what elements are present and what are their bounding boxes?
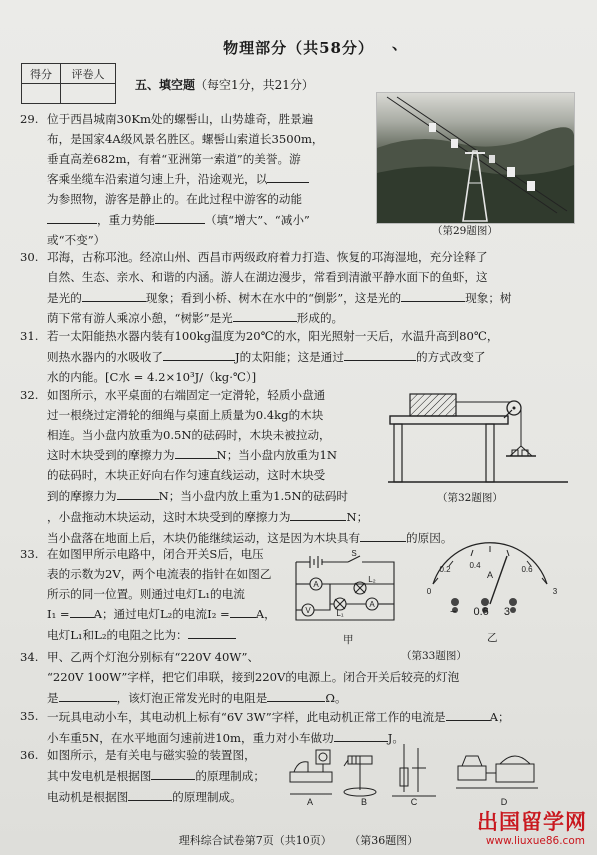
q32-line: 这时木块受到的摩擦力为 xyxy=(47,448,175,463)
question-29 xyxy=(20,110,324,251)
q31-blank-2[interactable] xyxy=(344,347,416,361)
q34-line: 甲、乙两个灯泡分别标有“220V 40W”、 xyxy=(47,650,260,664)
q33-line: A， xyxy=(255,607,276,622)
q33-circuit-diagram xyxy=(290,548,408,628)
footer-text: 理科综合试卷第7页（共10页） xyxy=(178,834,332,847)
q32-line: 的原因。 xyxy=(406,530,453,545)
q31-line: 的方式改变了 xyxy=(415,349,486,364)
q30-line: 荫下常有游人乘凉小憩，“树影”是光 xyxy=(47,311,233,326)
watermark-url: www.liuxue86.com xyxy=(485,835,585,847)
q32-line: 如图所示，水平桌面的右端固定一定滑轮，轻质小盘通 xyxy=(47,388,326,402)
q29-line: 或“不变”） xyxy=(47,232,106,247)
q32-blank-1[interactable] xyxy=(175,445,217,459)
q33-fig-a-label: 甲 xyxy=(343,634,354,646)
q32-line: 相连。当小盘内放重为0.5N的砝码时，木块未被拉动， xyxy=(47,427,331,442)
q32-blank-2[interactable] xyxy=(117,486,159,500)
q30-line: 邛海，古称邛池。经凉山州、西昌市两级政府着力打造、恢复的邛海湿地，充分诠释了 xyxy=(47,250,488,264)
question-30 xyxy=(20,248,512,329)
section-heading xyxy=(135,76,314,93)
q36-blank-1[interactable] xyxy=(151,766,195,780)
page-title xyxy=(0,37,597,58)
q29-line: ，重力势能 xyxy=(97,212,155,227)
svg-text:A: A xyxy=(486,570,494,580)
q30-blank-1[interactable] xyxy=(82,288,146,302)
svg-text:A: A xyxy=(369,600,375,609)
svg-text:0.6: 0.6 xyxy=(521,565,533,574)
q30-line: 是光的 xyxy=(47,290,82,305)
q29-blank-1[interactable] xyxy=(267,169,309,183)
q35-line: A； xyxy=(489,710,510,724)
q32-line: 当小盘落在地面上后，木块仍能继续运动，这是因为木块具有 xyxy=(47,530,361,545)
q33-line: 电灯L₁和L₂的电阻之比为： xyxy=(47,628,188,643)
fig-label-d: D xyxy=(500,797,508,806)
cable-car-photo-drawing xyxy=(377,93,574,223)
svg-text:0: 0 xyxy=(426,587,432,596)
fig-label-b: B xyxy=(360,797,368,806)
q35-line: 一玩具电动小车，其电动机上标有“6V 3W”字样，此电动机正常工作的电流是 xyxy=(47,710,446,724)
terminal-minus-label: − xyxy=(450,606,457,618)
cable-car-photo xyxy=(376,92,575,224)
q30-line: 现象；看到小桥、树木在水中的“倒影”，这是光的 xyxy=(145,290,402,305)
score-label: 得分 xyxy=(22,64,61,84)
fig-label-a: A xyxy=(306,797,314,806)
q34-blank-2[interactable] xyxy=(267,688,325,702)
q34-line: ，该灯泡正常发光时的电阻是 xyxy=(116,690,268,705)
q33-terminal-labels xyxy=(450,606,530,618)
q33-number: 33. xyxy=(20,547,39,561)
q32-line: N；当小盘内放上重为1.5N的砝码时 xyxy=(158,488,349,503)
q32-line: N；当小盘内放重为1N xyxy=(216,448,337,463)
q33-line: A；通过电灯L₂的电流I₂ = xyxy=(93,607,230,622)
q33-fig-b-label: 乙 xyxy=(487,632,498,644)
terminal-06-label: 0.6 xyxy=(473,606,489,618)
terminal-3-label: 3 xyxy=(503,606,510,618)
svg-text:L₂: L₂ xyxy=(368,575,376,584)
svg-text:S: S xyxy=(351,549,357,558)
q34-number: 34. xyxy=(20,650,39,664)
q29-line: 客乘坐缆车沿索道匀速上升，沿途观光，以 xyxy=(47,172,268,187)
q35-blank-1[interactable] xyxy=(446,707,490,721)
q33-blank-1[interactable] xyxy=(70,604,94,618)
q32-caption: （第32题图） xyxy=(437,492,503,504)
q33-line: 所示的同一位置。则通过电灯L₁的电流 xyxy=(47,586,245,601)
q31-line: J的太阳能；这是通过 xyxy=(234,349,344,364)
q31-line: 水的内能。[C水 = 4.2×10³J/（kg·℃）] xyxy=(47,369,257,384)
svg-text:L₁: L₁ xyxy=(336,609,344,618)
q36-line: 的原理制成； xyxy=(195,768,265,783)
q35-line: J。 xyxy=(387,730,404,745)
question-34 xyxy=(20,648,460,708)
svg-text:3: 3 xyxy=(552,587,558,596)
title-text: 物理部分（共58分） xyxy=(223,39,374,57)
q30-blank-2[interactable] xyxy=(401,288,465,302)
svg-text:0.2: 0.2 xyxy=(439,565,451,574)
q30-line: 自然、生态、亲水、和谐的内涵。游人在湖边漫步，常看到清澈平静水面下的鱼虾，这 xyxy=(47,269,488,284)
q32-line: 的砝码时，木块正好向右作匀速直线运动，这时木块受 xyxy=(47,468,326,483)
q31-number: 31. xyxy=(20,329,39,343)
q33-line: I₁ = xyxy=(47,607,70,622)
fig-label-c: C xyxy=(410,797,418,806)
q36-number: 36. xyxy=(20,748,39,762)
watermark-logo: 出国留学网 xyxy=(477,810,587,834)
q29-number: 29. xyxy=(20,112,39,126)
q30-number: 30. xyxy=(20,250,39,264)
q32-blank-3[interactable] xyxy=(290,507,346,521)
q34-blank-1[interactable] xyxy=(59,688,117,702)
q31-line: 则热水器内的水吸收了 xyxy=(47,349,163,364)
q30-line: 形成的。 xyxy=(296,311,344,326)
q32-line: 到的摩擦力为 xyxy=(47,488,117,503)
grader-cell[interactable] xyxy=(61,84,116,104)
q31-line: 若一太阳能热水器内装有100kg温度为20℃的水，阳光照射一天后，水温升高到80℃， xyxy=(47,329,499,343)
section-title: 五、填空题 xyxy=(135,78,196,92)
q33-caption: （第33题图） xyxy=(401,650,467,662)
q32-line: 过一根绕过定滑轮的细绳与桌面上质量为0.4kg的木块 xyxy=(47,407,324,422)
svg-text:V: V xyxy=(305,606,311,615)
q32-number: 32. xyxy=(20,388,39,402)
q36-line: 的原理制成。 xyxy=(172,789,242,804)
score-cell[interactable] xyxy=(22,84,61,104)
q30-line: 现象；树 xyxy=(465,290,512,305)
section-note: （每空1分，共21分） xyxy=(195,78,314,92)
q32-line: ，小盘拖动木块运动，这时木块受到的摩擦力为 xyxy=(47,509,291,524)
q29-blank-2[interactable] xyxy=(47,210,97,224)
q36-line: 电动机是根据图 xyxy=(47,789,129,804)
q35-number: 35. xyxy=(20,709,39,723)
q34-line: 是 xyxy=(47,690,59,705)
q34-line: Ω。 xyxy=(325,690,347,705)
stray-mark: 、 xyxy=(392,35,409,53)
q36-line: 其中发电机是根据图 xyxy=(47,768,152,783)
q36-caption: （第36题图） xyxy=(349,834,419,847)
q33-blank-3[interactable] xyxy=(188,625,236,639)
question-33 xyxy=(20,545,276,646)
question-36 xyxy=(20,746,265,807)
question-31 xyxy=(20,327,499,387)
q33-line: 在如图甲所示电路中，闭合开关S后，电压 xyxy=(47,547,264,561)
q30-blank-3[interactable] xyxy=(233,308,297,322)
svg-text:0.4: 0.4 xyxy=(469,561,481,570)
q32-blank-4[interactable] xyxy=(360,528,406,542)
q36-line: 如图所示，是有关电与磁实验的装置图， xyxy=(47,748,256,762)
q36-figures xyxy=(286,738,548,806)
q35-line: 小车重5N，在水平地面匀速前进10m，重力对小车做功 xyxy=(47,730,334,745)
score-table xyxy=(21,63,116,104)
q29-line: 布，是国家4A级风景名胜区。螺髻山索道长3500m， xyxy=(47,131,324,146)
q29-line: 为参照物，游客是静止的。在此过程中游客的动能 xyxy=(47,192,303,207)
grader-label: 评卷人 xyxy=(61,64,116,84)
q31-blank-1[interactable] xyxy=(163,347,235,361)
q29-line: （填“增大”、“减小” xyxy=(204,212,310,227)
q29-caption: （第29题图） xyxy=(432,225,498,237)
q33-blank-2[interactable] xyxy=(230,604,256,618)
question-32 xyxy=(20,386,453,548)
q33-line: 表的示数为2V，两个电流表的指针在如图乙 xyxy=(47,566,272,581)
q29-blank-3[interactable] xyxy=(155,210,205,224)
svg-text:A: A xyxy=(313,580,319,589)
q34-line: “220V 100W”字样，把它们串联，接到220V的电源上。闭合开关后较亮的灯泡 xyxy=(47,669,460,684)
q29-line: 垂直高差682m，有着“亚洲第一索道”的美誉。游 xyxy=(47,151,301,166)
q36-blank-2[interactable] xyxy=(128,787,172,801)
q32-line: N； xyxy=(346,509,369,524)
q33-ammeter-dial xyxy=(415,542,565,640)
q29-line: 位于西昌城南30Km处的螺髻山，山势雄奇，胜景遍 xyxy=(47,112,314,126)
